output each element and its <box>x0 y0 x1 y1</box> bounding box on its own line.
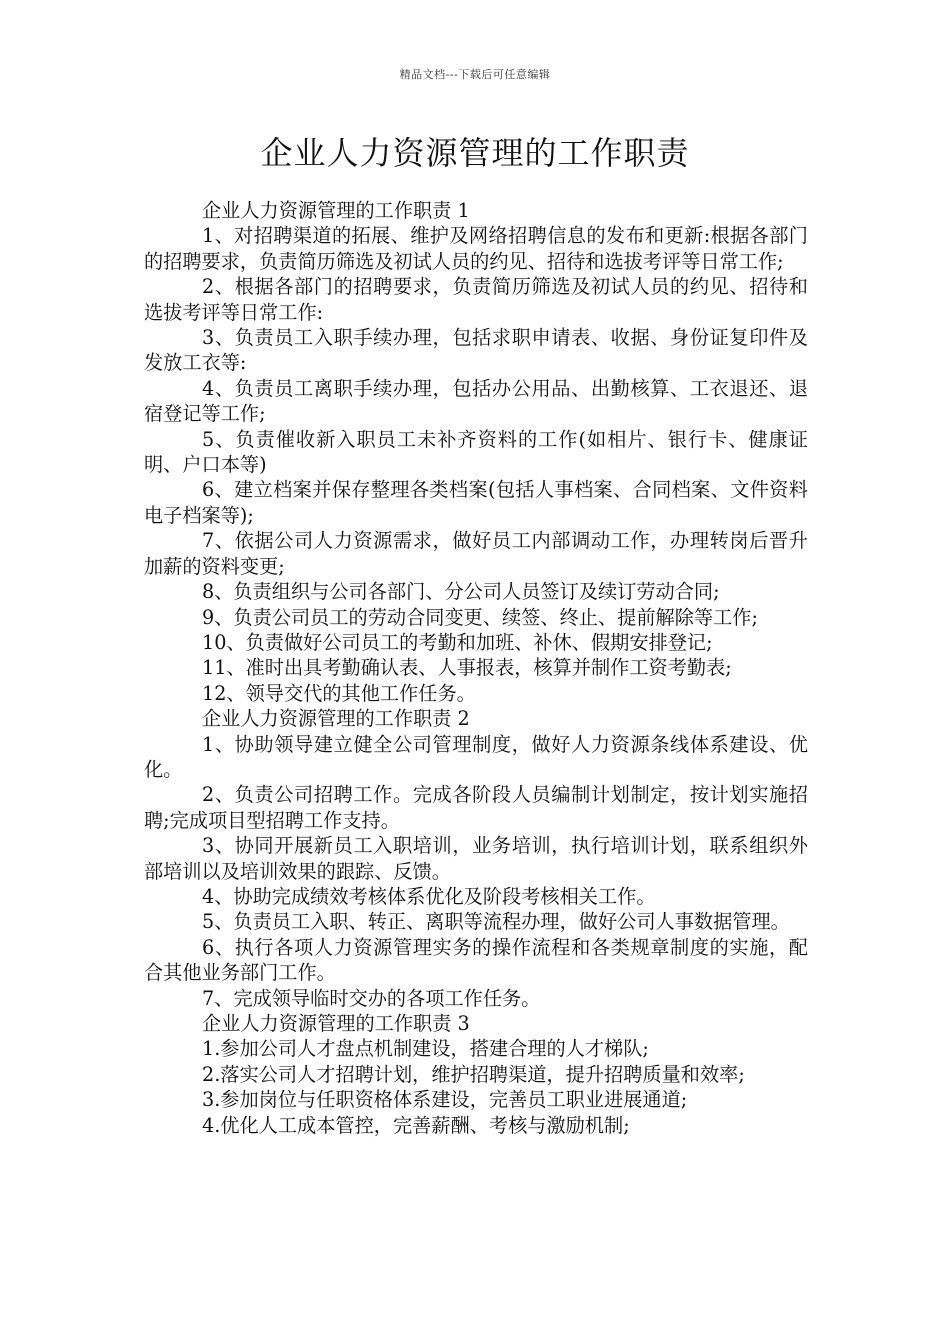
duty-item: 4、协助完成绩效考核体系优化及阶段考核相关工作。 <box>202 884 656 908</box>
section-heading-2: 企业人力资源管理的工作职责 2 <box>202 707 470 731</box>
duty-item: 1.参加公司人才盘点机制建设，搭建合理的人才梯队; <box>202 1037 649 1061</box>
duty-item: 10、负责做好公司员工的考勤和加班、补休、假期安排登记; <box>202 630 713 654</box>
duty-item: 6、执行各项人力资源管理实务的操作流程和各类规章制度的实施，配合其他业务部门工作。 <box>144 935 808 985</box>
duty-item: 6、建立档案并保存整理各类档案(包括人事档案、合同档案、文件资料电子档案等); <box>144 478 808 527</box>
duty-item: 7、完成领导临时交办的各项工作任务。 <box>202 986 541 1010</box>
duty-item: 11、准时出具考勤确认表、人事报表，核算并制作工资考勤表; <box>202 656 732 680</box>
header-note: 精品文档---下载后可任意编辑 <box>399 68 551 81</box>
duty-item: 2、根据各部门的招聘要求，负责简历筛选及初试人员的约见、招待和选拔考评等日常工作: <box>144 275 808 324</box>
duty-item: 8、负责组织与公司各部门、分公司人员签订及续订劳动合同; <box>202 580 720 604</box>
duty-item: 1、协助领导建立健全公司管理制度，做好人力资源条线体系建设、优化。 <box>144 732 808 781</box>
duty-item: 9、负责公司员工的劳动合同变更、续签、终止、提前解除等工作; <box>202 605 758 629</box>
document-body <box>144 198 808 1138</box>
section-heading-3: 企业人力资源管理的工作职责 3 <box>202 1012 470 1035</box>
duty-item: 4、负责员工离职手续办理，包括办公用品、出勤核算、工衣退还、退宿登记等工作; <box>144 376 808 426</box>
duty-item: 3.参加岗位与任职资格体系建设，完善员工职业进展通道; <box>202 1088 688 1112</box>
duty-item: 4.优化人工成本管控，完善薪酬、考核与激励机制; <box>202 1113 630 1137</box>
duty-item: 12、领导交代的其他工作任务。 <box>202 681 476 705</box>
duty-item: 5、负责催收新入职员工未补齐资料的工作(如相片、银行卡、健康证明、户口本等) <box>144 427 808 477</box>
document-title: 企业人力资源管理的工作职责 <box>260 134 690 172</box>
section-heading-1: 企业人力资源管理的工作职责 1 <box>202 199 470 222</box>
duty-item: 7、依据公司人力资源需求，做好员工内部调动工作，办理转岗后晋升加薪的资料变更; <box>144 529 808 578</box>
duty-item: 3、协同开展新员工入职培训，业务培训，执行培训计划，联系组织外部培训以及培训效果的跟踪、反馈。 <box>144 834 808 883</box>
duty-item: 3、负责员工入职手续办理，包括求职申请表、收据、身份证复印件及发放工衣等: <box>144 326 808 375</box>
duty-item: 2.落实公司人才招聘计划，维护招聘渠道，提升招聘质量和效率; <box>202 1062 745 1086</box>
duty-item: 1、对招聘渠道的拓展、维护及网络招聘信息的发布和更新:根据各部门的招聘要求，负责简历筛选及初试人员的约见、招待和选拔考评等日常工作; <box>144 224 808 273</box>
duty-item: 2、负责公司招聘工作。完成各阶段人员编制计划制定，按计划实施招聘;完成项目型招聘工作支持。 <box>144 783 808 832</box>
duty-item: 5、负责员工入职、转正、离职等流程办理，做好公司人事数据管理。 <box>202 910 790 934</box>
